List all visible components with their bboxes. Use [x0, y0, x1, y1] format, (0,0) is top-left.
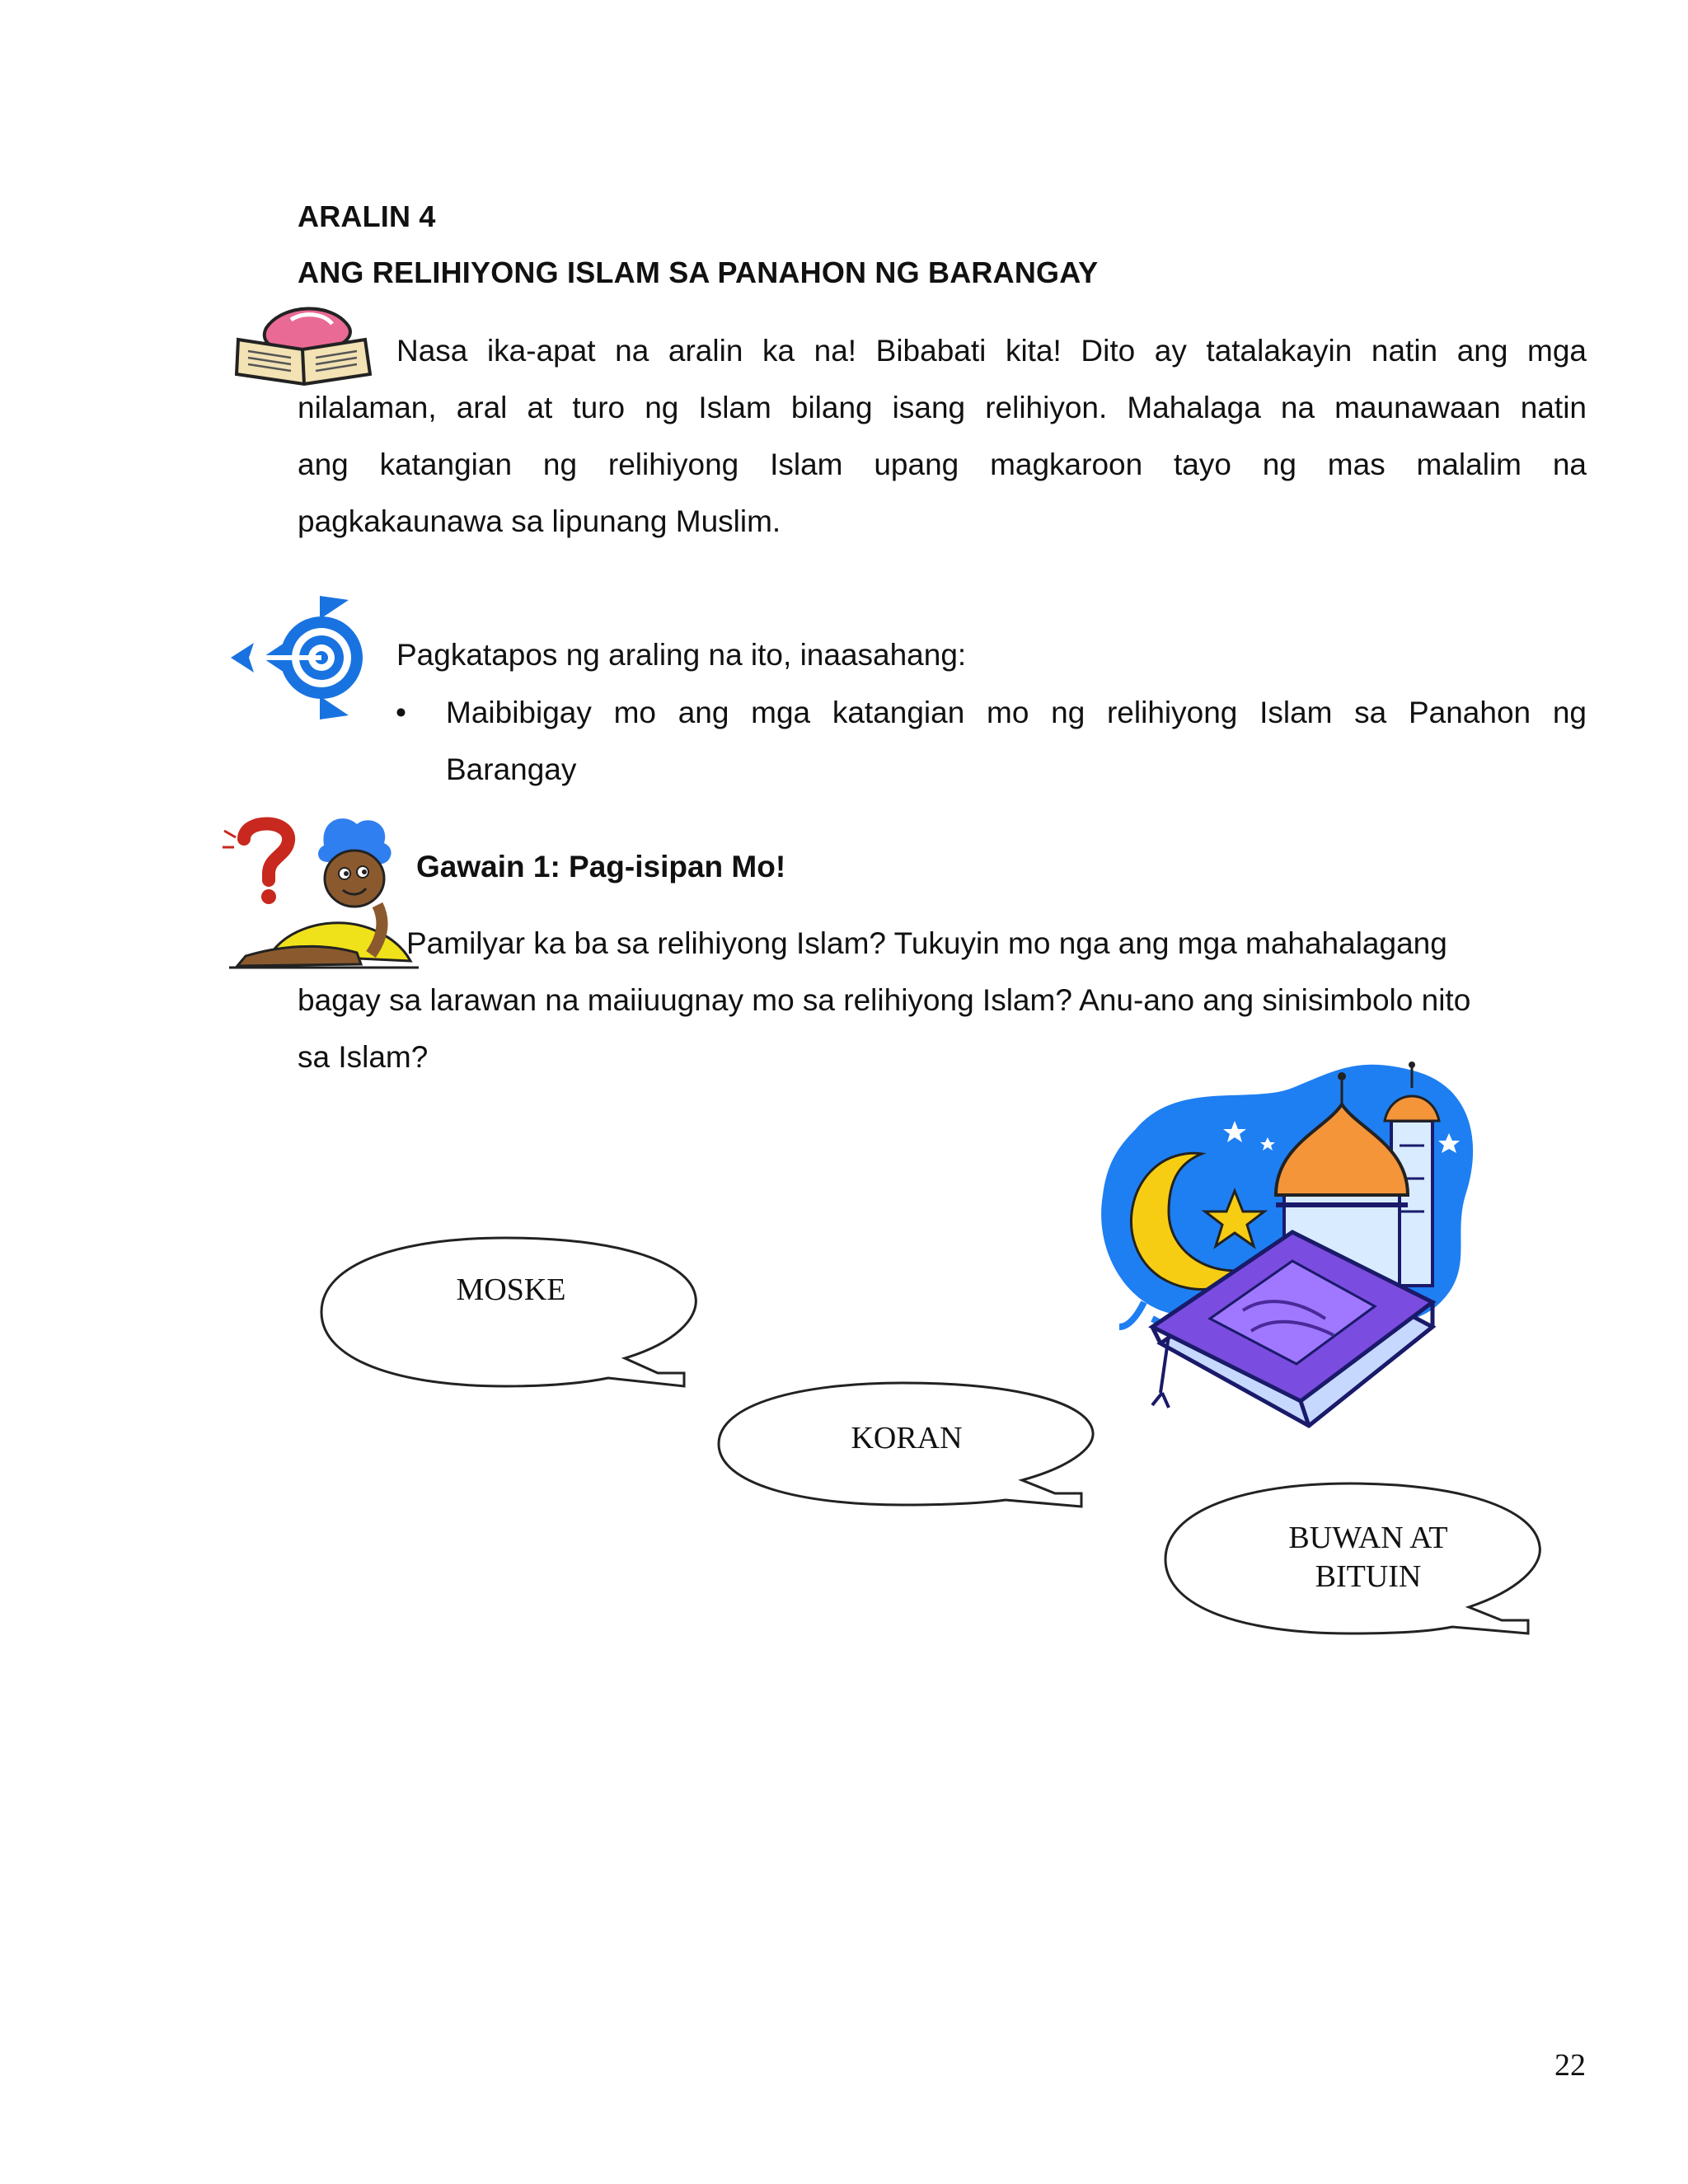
open-book-icon	[233, 303, 373, 386]
buwan-label-line-1: BUWAN AT	[1288, 1521, 1448, 1555]
intro-line-2: nilalaman, aral at turo ng Islam bilang isang relihiyon. Mahalaga na maunawaan natin	[298, 391, 1587, 424]
target-icon	[229, 592, 361, 724]
activity-title: Gawain 1: Pag-isipan Mo!	[416, 850, 786, 883]
page-number: 22	[1554, 2048, 1586, 2083]
mosque-koran-moon-icon	[1086, 1055, 1490, 1434]
moske-label: MOSKE	[456, 1272, 566, 1307]
activity-line-1: Pamilyar ka ba sa relihiyong Islam? Tukuyin mo nga ang mga mahahalagang	[406, 926, 1447, 960]
koran-label: KORAN	[851, 1421, 963, 1455]
intro-line-4: pagkakaunawa sa lipunang Muslim.	[298, 504, 781, 538]
intro-line-1: Nasa ika-apat na aralin ka na! Bibabati kita! Dito ay tatalakayin natin ang mga	[396, 334, 1587, 368]
objectives-lead: Pagkatapos ng araling na ito, inaasahang:	[396, 638, 967, 672]
objective-bullet: •	[396, 696, 406, 729]
moske-speech-bubble	[320, 1236, 699, 1393]
activity-line-3: sa Islam?	[298, 1040, 429, 1074]
lesson-title: ANG RELIHIYONG ISLAM SA PANAHON NG BARANGAY	[298, 255, 1099, 289]
lesson-number: ARALIN 4	[298, 199, 436, 233]
objective-item-line-1: Maibibigay mo ang mga katangian mo ng relihiyong Islam sa Panahon ng	[446, 696, 1587, 729]
buwan-label-line-2: BITUIN	[1315, 1559, 1422, 1594]
activity-line-2: bagay sa larawan na maiiuugnay mo sa relihiyong Islam? Anu-ano ang sinisimbolo nito	[298, 983, 1471, 1017]
thinking-boy-icon	[221, 814, 419, 971]
objective-item-line-2: Barangay	[446, 752, 577, 786]
intro-line-3: ang katangian ng relihiyong Islam upang magkaroon tayo ng mas malalim na	[298, 448, 1587, 481]
